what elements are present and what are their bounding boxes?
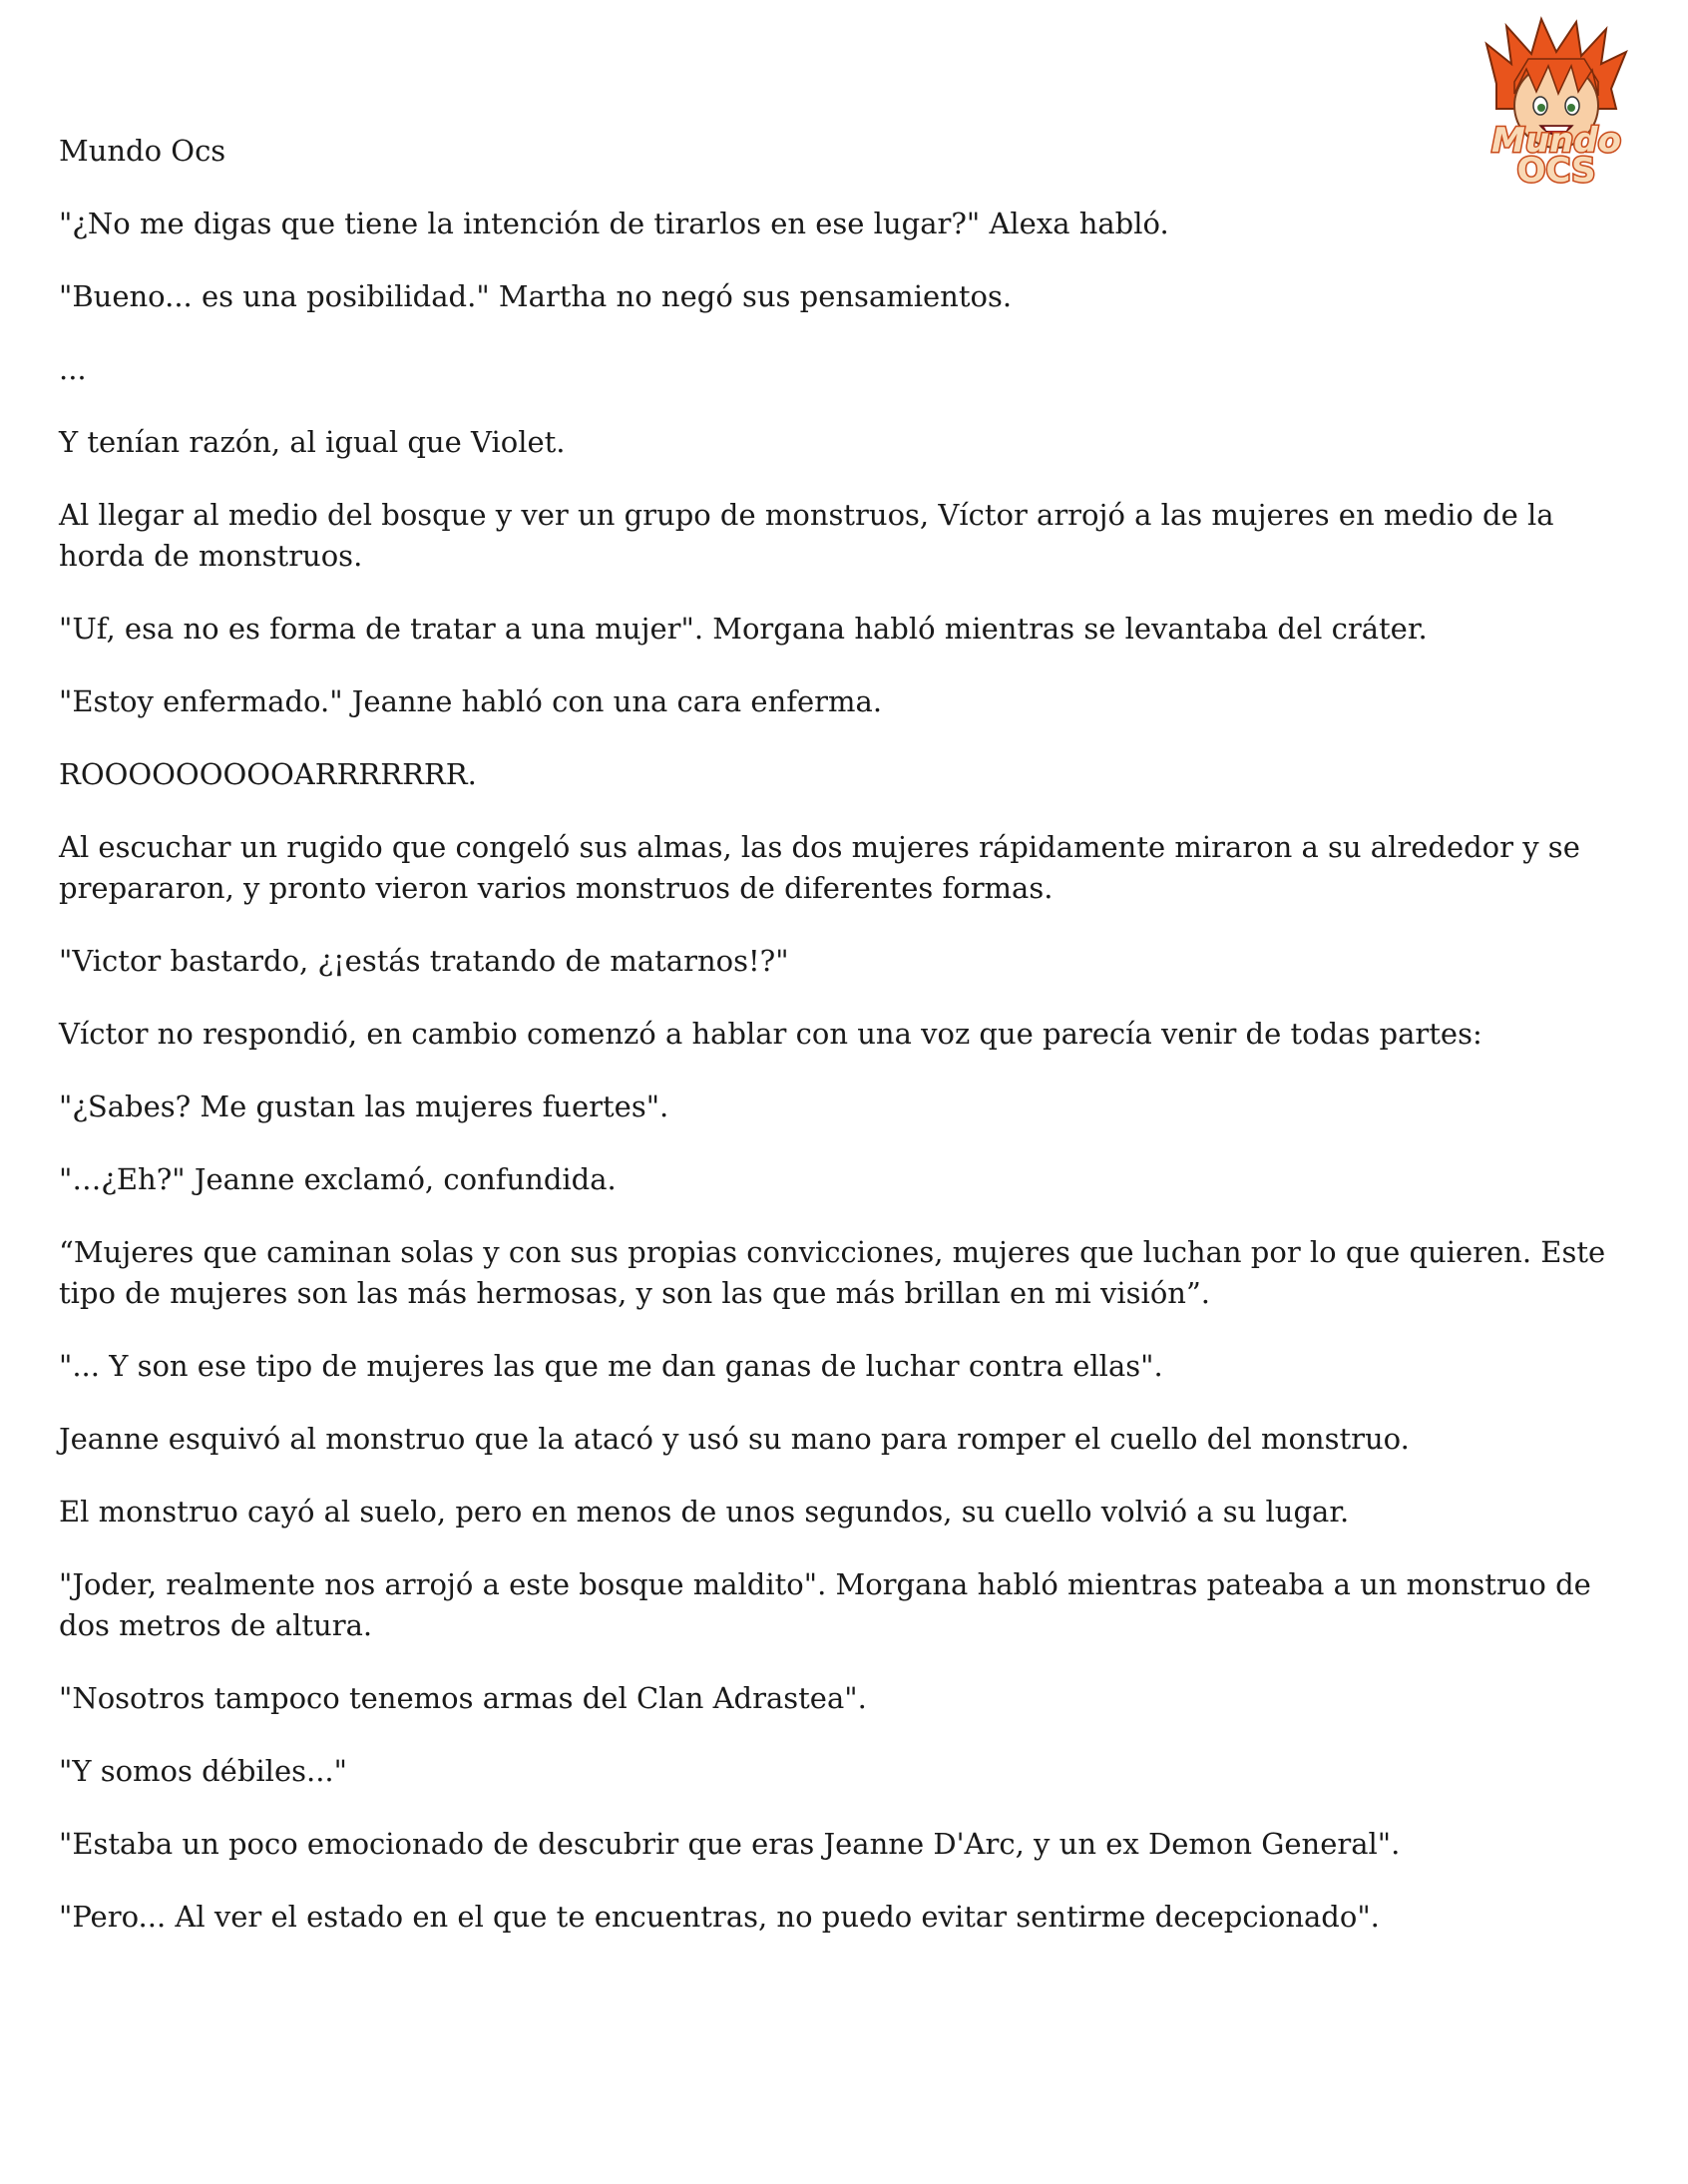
paragraph: "Joder, realmente nos arrojó a este bosque maldito". Morgana habló mientras pateaba a un monstruo de dos metros de altura. <box>59 1567 1591 1642</box>
paragraph: ... <box>59 352 87 386</box>
paragraph: "Estoy enfermado." Jeanne habló con una cara enferma. <box>59 684 883 718</box>
paragraph: Víctor no respondió, en cambio comenzó a hablar con una voz que parecía venir de todas partes: <box>59 1017 1482 1051</box>
paragraph: "Y somos débiles..." <box>59 1754 347 1788</box>
paragraph: Jeanne esquivó al monstruo que la atacó y usó su mano para romper el cuello del monstruo. <box>59 1422 1410 1456</box>
paragraph: "... Y son ese tipo de mujeres las que me dan ganas de luchar contra ellas". <box>59 1349 1163 1383</box>
paragraph: "¿Sabes? Me gustan las mujeres fuertes". <box>59 1090 669 1123</box>
paragraph: "Pero... Al ver el estado en el que te encuentras, no puedo evitar sentirme decepcionado". <box>59 1900 1380 1934</box>
paragraph: ROOOOOOOOOARRRRRRR. <box>59 757 477 791</box>
paragraph: "Bueno... es una posibilidad." Martha no negó sus pensamientos. <box>59 279 1013 313</box>
paragraph: "…¿Eh?" Jeanne exclamó, confundida. <box>59 1162 617 1196</box>
paragraph: “Mujeres que caminan solas y con sus propias convicciones, mujeres que luchan por lo que quieren. Este tipo de mujeres son las más hermosas, y son las que más brillan en mi visión”. <box>59 1235 1606 1310</box>
paragraph: "Uf, esa no es forma de tratar a una mujer". Morgana habló mientras se levantaba del cráter. <box>59 612 1428 646</box>
paragraph: Y tenían razón, al igual que Violet. <box>59 425 566 459</box>
svg-text:OCS: OCS <box>1516 151 1596 184</box>
document-body <box>59 131 1645 1969</box>
paragraph: Al llegar al medio del bosque y ver un grupo de monstruos, Víctor arrojó a las mujeres en medio de la horda de monstruos. <box>59 498 1554 573</box>
paragraph: El monstruo cayó al suelo, pero en menos de unos segundos, su cuello volvió a su lugar. <box>59 1495 1350 1529</box>
paragraph: Al escuchar un rugido que congeló sus almas, las dos mujeres rápidamente miraron a su alrededor y se prepararon, y pronto vieron varios monstruos de diferentes formas. <box>59 830 1580 905</box>
paragraph: "Victor bastardo, ¿¡estás tratando de matarnos!?" <box>59 944 789 978</box>
paragraph: Mundo Ocs <box>59 134 226 168</box>
svg-text:Mundo: Mundo <box>1491 121 1621 161</box>
paragraph: "¿No me digas que tiene la intención de tirarlos en ese lugar?" Alexa habló. <box>59 207 1169 240</box>
paragraph: "Estaba un poco emocionado de descubrir que eras Jeanne D'Arc, y un ex Demon General". <box>59 1827 1401 1861</box>
paragraph: "Nosotros tampoco tenemos armas del Clan Adrastea". <box>59 1681 867 1715</box>
